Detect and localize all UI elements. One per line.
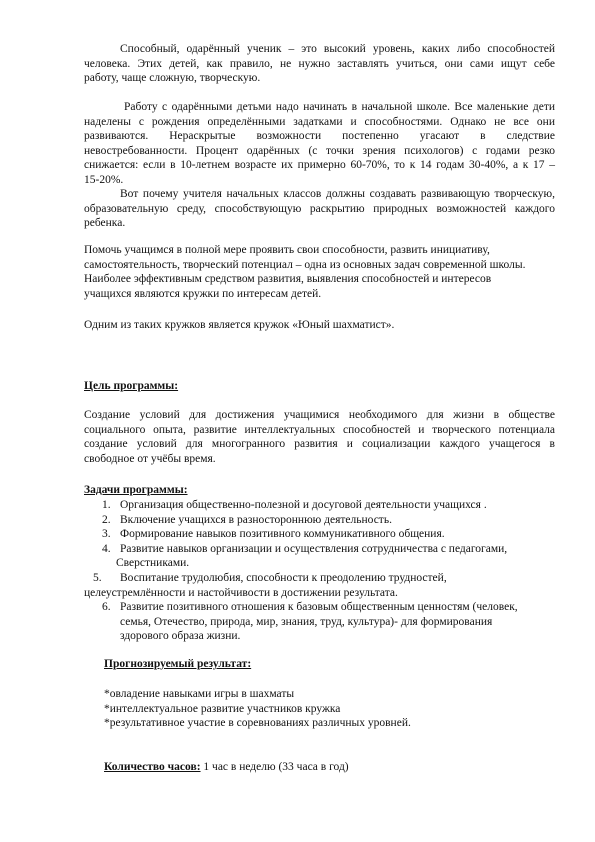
- hours-label: Количество часов:: [104, 761, 201, 773]
- list-item: [84, 527, 555, 542]
- intro-paragraph-5: [84, 318, 555, 333]
- goal-heading: Цель программы:: [84, 380, 179, 392]
- text-line: Вот почему учителя начальных классов должны создавать развивающую творческую,: [120, 188, 555, 200]
- list-item-text: целеустремлённости и настойчивости в достижении результата.: [84, 586, 398, 599]
- text-line: Создание условий для достижения учащимися необходимого для жизни в обществе: [84, 409, 555, 421]
- list-item-text: здорового образа жизни.: [120, 630, 241, 643]
- tasks-heading: Задачи программы:: [84, 484, 188, 496]
- list-item-text: Организация общественно-полезной и досуговой деятельности учащихся .: [120, 499, 487, 511]
- list-item-text: Воспитание трудолюбия, способности к преодолению трудностей,: [120, 571, 447, 584]
- text-line: развиваются. Нераскрытые возможности постепенно угасают в следствие: [84, 130, 555, 143]
- list-item-text: семья, Отечество, природа, мир, знания, труд, культура)- для формирования: [120, 615, 493, 628]
- text-line: Наиболее эффективным средством развития, выявления способностей и интересов: [84, 273, 492, 286]
- hours-line: [104, 760, 555, 775]
- hours-value: 1 час в неделю (33 часа в год): [200, 761, 349, 773]
- text-line: учащихся являются кружки по интересам детей.: [84, 287, 322, 300]
- list-item: [84, 542, 555, 571]
- list-item-text: Развитие позитивного отношения к базовым общественным ценностям (человек,: [120, 601, 518, 614]
- list-item: *интеллектуальное развитие участников кружка: [104, 702, 341, 715]
- result-list: [104, 687, 555, 731]
- text-line: Одним из таких кружков является кружок «Юный шахматист».: [84, 319, 395, 331]
- list-item-text: Формирование навыков позитивного коммуникативного общения.: [120, 528, 445, 541]
- list-number: 3.: [102, 528, 111, 541]
- goal-text: [84, 408, 555, 466]
- text-line: Способный, одарённый ученик – это высокий уровень, каких либо способностей: [120, 43, 555, 55]
- list-item-text: Сверстниками.: [116, 557, 190, 570]
- list-number: 5.: [93, 571, 102, 584]
- list-item: [84, 513, 555, 528]
- text-line: работу, чаще сложную, творческую.: [84, 72, 261, 85]
- list-number: 1.: [102, 499, 111, 511]
- list-item: *результативное участие в соревнованиях различных уровней.: [104, 717, 411, 730]
- list-item: [84, 600, 555, 644]
- text-line: человека. Этих детей, как правило, не нужно заставлять учиться, они сами ищут себе: [84, 57, 555, 70]
- list-item: [84, 571, 555, 600]
- text-line: Работу с одарёнными детьми надо начинать в начальной школе. Все маленькие дети: [124, 101, 555, 113]
- list-number: 4.: [102, 542, 111, 555]
- text-line: снижается: если в 10-летнем возрасте их примерно 60-70%, то к 14 годам 30-40%, а к 17 –: [84, 159, 555, 172]
- text-line: социального опыта, развитие интеллектуальных способностей и творческого потенциала: [84, 423, 555, 436]
- text-line: создание условий для многогранного развития и социализации каждого учащегося в: [84, 438, 555, 451]
- text-line: образовательную среду, способствующую раскрытию природных возможностей каждого: [84, 202, 555, 215]
- result-heading: Прогнозируемый результат:: [104, 658, 252, 670]
- list-item-text: Включение учащихся в разностороннюю деятельность.: [120, 513, 392, 526]
- text-line: невостребованности. Процент одарённых (с точки зрения психологов) с годами резко: [84, 144, 555, 157]
- text-line: ребенка.: [84, 217, 126, 230]
- list-number: 6.: [102, 601, 111, 614]
- text-line: Помочь учащимся в полной мере проявить свои способности, развить инициативу,: [84, 244, 490, 256]
- list-item-text: Развитие навыков организации и осуществления сотрудничества с педагогами,: [120, 542, 508, 555]
- intro-paragraph-2: [84, 100, 555, 188]
- list-item: *овладение навыками игры в шахматы: [104, 688, 295, 700]
- intro-paragraph-3: [84, 187, 555, 231]
- text-line: 15-20%.: [84, 173, 124, 186]
- list-item: [84, 498, 555, 513]
- text-line: свободное от учёбы время.: [84, 452, 216, 465]
- tasks-list: [84, 498, 555, 644]
- list-number: 2.: [102, 513, 111, 526]
- intro-paragraph-4: [84, 243, 555, 301]
- intro-paragraph-1: [84, 42, 555, 86]
- text-line: наделены с рождения определёнными задатками и способностями. Однако не все они: [84, 115, 555, 128]
- text-line: самостоятельность, творческий потенциал – одна из основных задач современной школы.: [84, 258, 526, 271]
